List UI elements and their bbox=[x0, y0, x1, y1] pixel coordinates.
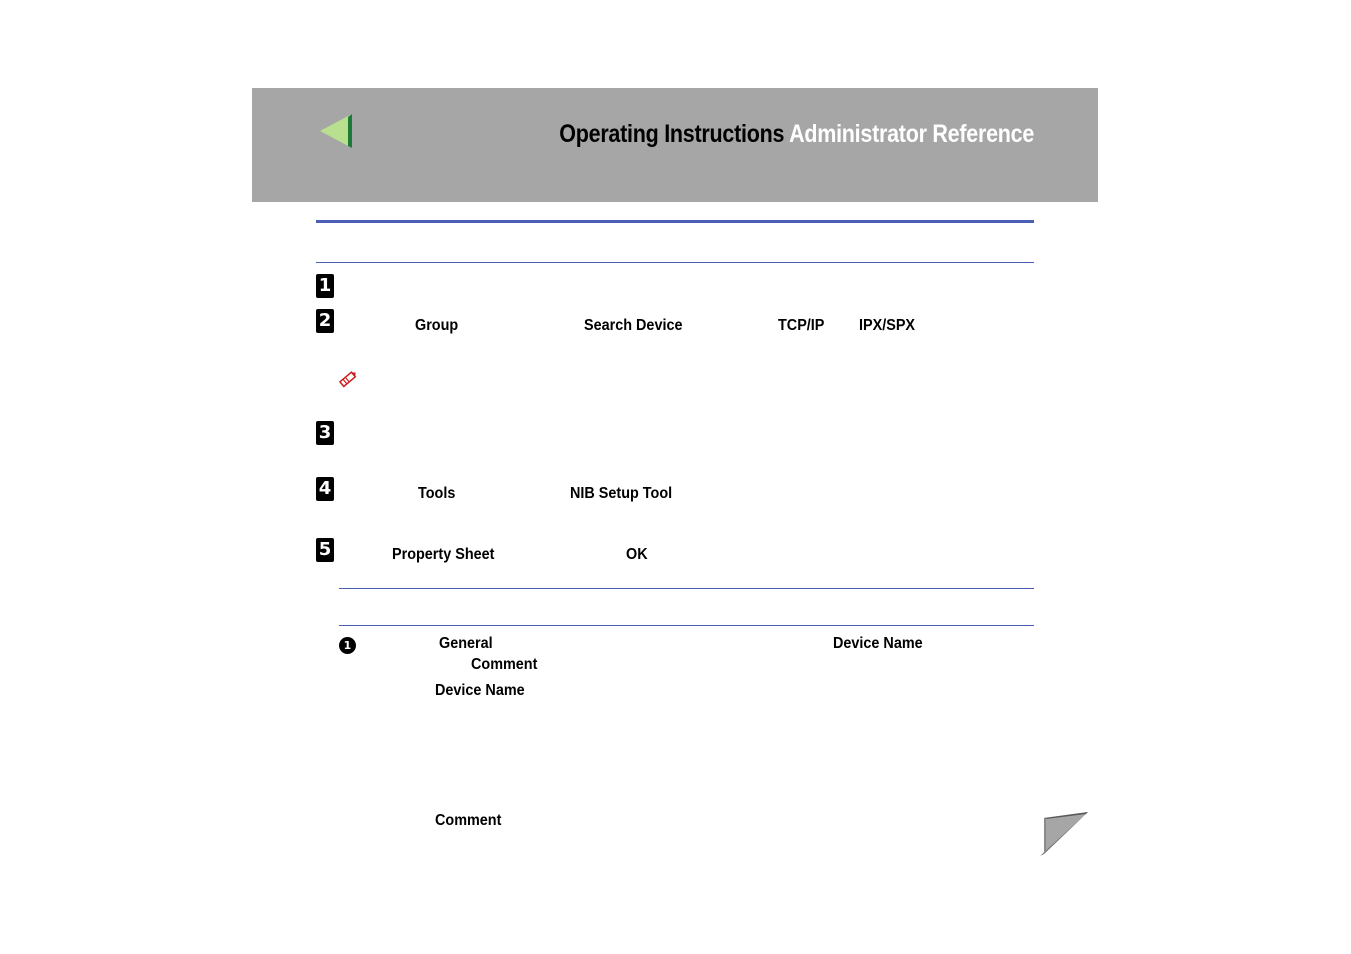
label-comment: Comment bbox=[471, 656, 538, 673]
title-sub: Administrator Reference bbox=[789, 120, 1034, 148]
title-main: Operating Instructions bbox=[559, 120, 785, 148]
document-title bbox=[559, 120, 1034, 149]
label-comment-heading: Comment bbox=[435, 812, 502, 829]
step-number-1: 1 bbox=[316, 274, 334, 298]
label-ok: OK bbox=[626, 546, 648, 563]
section-heading-rule bbox=[316, 262, 1034, 263]
label-device-name-heading: Device Name bbox=[435, 682, 525, 699]
label-property-sheet: Property Sheet bbox=[392, 546, 495, 563]
label-search-device: Search Device bbox=[584, 317, 683, 334]
step-number-5: 5 bbox=[316, 538, 334, 562]
page-curl-next-icon[interactable] bbox=[1038, 810, 1090, 858]
pencil-note-icon bbox=[338, 370, 358, 388]
step-number-4: 4 bbox=[316, 477, 334, 501]
step-number-3: 3 bbox=[316, 421, 334, 445]
step-number-2: 2 bbox=[316, 309, 334, 333]
label-device-name: Device Name bbox=[833, 635, 923, 652]
label-ipx-spx: IPX/SPX bbox=[859, 317, 916, 334]
subitem-number-1: 1 bbox=[339, 637, 356, 654]
label-tcp-ip: TCP/IP bbox=[778, 317, 825, 334]
label-nib-setup-tool: NIB Setup Tool bbox=[570, 485, 673, 502]
section-top-rule bbox=[316, 220, 1034, 223]
subsection-top-rule bbox=[339, 588, 1034, 589]
label-general: General bbox=[439, 635, 493, 652]
back-arrow-icon[interactable] bbox=[319, 114, 355, 150]
label-group: Group bbox=[415, 317, 459, 334]
label-tools: Tools bbox=[418, 485, 456, 502]
header-banner bbox=[252, 88, 1098, 202]
subsection-heading-rule bbox=[339, 625, 1034, 626]
